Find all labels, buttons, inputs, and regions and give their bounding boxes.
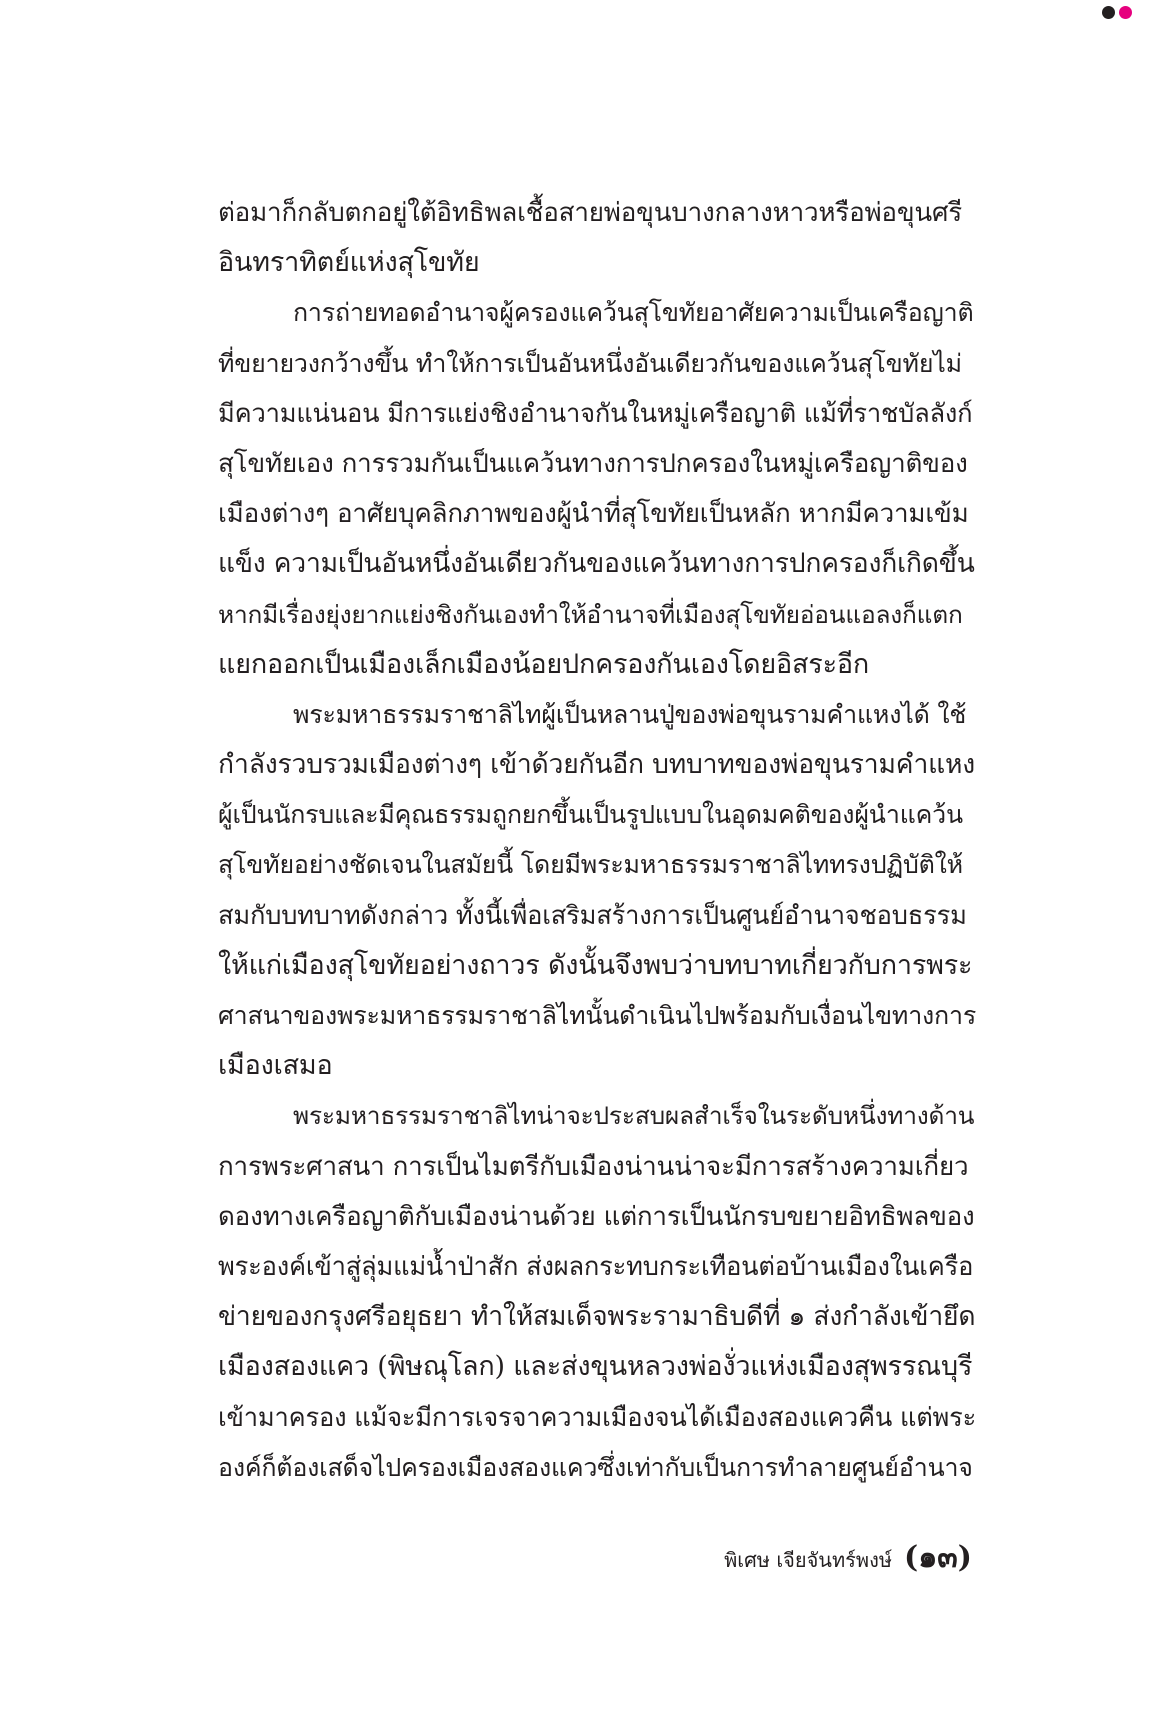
text-line: แข็ง ความเป็นอันหนึ่งอันเดียวกันของแคว้นทางการปกครองก็เกิดขึ้น — [218, 548, 975, 580]
text-line: เมืองต่างๆ อาศัยบุคลิกภาพของผู้นำที่สุโขทัยเป็นหลัก หากมีความเข้ม — [218, 499, 969, 530]
corner-decoration — [1102, 6, 1132, 19]
text-line: ศาสนาของพระมหาธรรมราชาลิไทนั้นดำเนินไปพร้อมกับเงื่อนไขทางการ — [218, 1001, 976, 1030]
decorative-dot-magenta — [1119, 6, 1132, 19]
body-text — [218, 188, 976, 1493]
text-line: แยกออกเป็นเมืองเล็กเมืองน้อยปกครองกันเองโดยอิสระอีก — [218, 648, 870, 680]
decorative-dot-black — [1102, 6, 1115, 19]
text-line: สุโขทัยอย่างชัดเจนในสมัยนี้ โดยมีพระมหาธรรมราชาลิไททรงปฏิบัติให้ — [218, 850, 963, 880]
text-line: สมกับบทบาทดังกล่าว ทั้งนี้เพื่อเสริมสร้างการเป็นศูนย์อำนาจชอบธรรม — [218, 900, 967, 931]
page-number: (๑๓) — [904, 1540, 972, 1575]
text-line: กำลังรวบรวมเมืองต่างๆ เข้าด้วยกันอีก บทบาทของพ่อขุนรามคำแหง — [218, 749, 976, 781]
footer-author: พิเศษ เจียจันทร์พงษ์ — [724, 1548, 893, 1572]
page-footer — [724, 1534, 972, 1581]
text-line: พระมหาธรรมราชาลิไทผู้เป็นหลานปู่ของพ่อขุนรามคำแหงได้ ใช้ — [293, 699, 967, 729]
text-line: พระมหาธรรมราชาลิไทน่าจะประสบผลสำเร็จในระดับหนึ่งทางด้าน — [293, 1101, 975, 1131]
text-line: เข้ามาครอง แม้จะมีการเจรจาความเมืองจนได้เมืองสองแควคืน แต่พระ — [218, 1402, 976, 1433]
text-line: มีความแน่นอน มีการแย่งชิงอำนาจกันในหมู่เครือญาติ แม้ที่ราชบัลลังก์ — [218, 398, 973, 429]
text-line: การพระศาสนา การเป็นไมตรีกับเมืองน่านน่าจะมีการสร้างความเกี่ยว — [218, 1151, 969, 1182]
text-line: การถ่ายทอดอำนาจผู้ครองแคว้นสุโขทัยอาศัยความเป็นเครือญาติ — [293, 298, 974, 328]
text-line: สุโขทัยเอง การรวมกันเป็นแคว้นทางการปกครองในหมู่เครือญาติของ — [218, 448, 968, 479]
text-line: ที่ขยายวงกว้างขึ้น ทำให้การเป็นอันหนึ่งอันเดียวกันของแคว้นสุโขทัยไม่ — [218, 348, 962, 378]
text-line: องค์ก็ต้องเสด็จไปครองเมืองสองแควซึ่งเท่ากับเป็นการทำลายศูนย์อำนาจ — [218, 1452, 973, 1482]
text-line: พระองค์เข้าสู่ลุ่มแม่น้ำป่าสัก ส่งผลกระทบกระเทือนต่อบ้านเมืองในเครือ — [218, 1251, 974, 1282]
text-line: เมืองสองแคว (พิษณุโลก) และส่งขุนหลวงพ่องั่วแห่งเมืองสุพรรณบุรี — [218, 1351, 973, 1383]
text-line: หากมีเรื่องยุ่งยากแย่งชิงกันเองทำให้อำนาจที่เมืองสุโขทัยอ่อนแอลงก็แตก — [218, 599, 963, 629]
text-line: ผู้เป็นนักรบและมีคุณธรรมถูกยกขึ้นเป็นรูปแบบในอุดมคติของผู้นำแคว้น — [218, 800, 963, 830]
text-line: ข่ายของกรุงศรีอยุธยา ทำให้สมเด็จพระรามาธิบดีที่ ๑ ส่งกำลังเข้ายึด — [218, 1301, 976, 1333]
text-line: ดองทางเครือญาติกับเมืองน่านด้วย แต่การเป็นนักรบขยายอิทธิพลของ — [218, 1201, 975, 1232]
text-line: อินทราทิตย์แห่งสุโขทัย — [218, 247, 480, 279]
text-line: ให้แก่เมืองสุโขทัยอย่างถาวร ดังนั้นจึงพบว่าบทบาทเกี่ยวกับการพระ — [218, 949, 973, 981]
text-line: ต่อมาก็กลับตกอยู่ใต้อิทธิพลเชื้อสายพ่อขุนบางกลางหาวหรือพ่อขุนศรี — [218, 198, 963, 228]
text-line: เมืองเสมอ — [218, 1050, 333, 1082]
